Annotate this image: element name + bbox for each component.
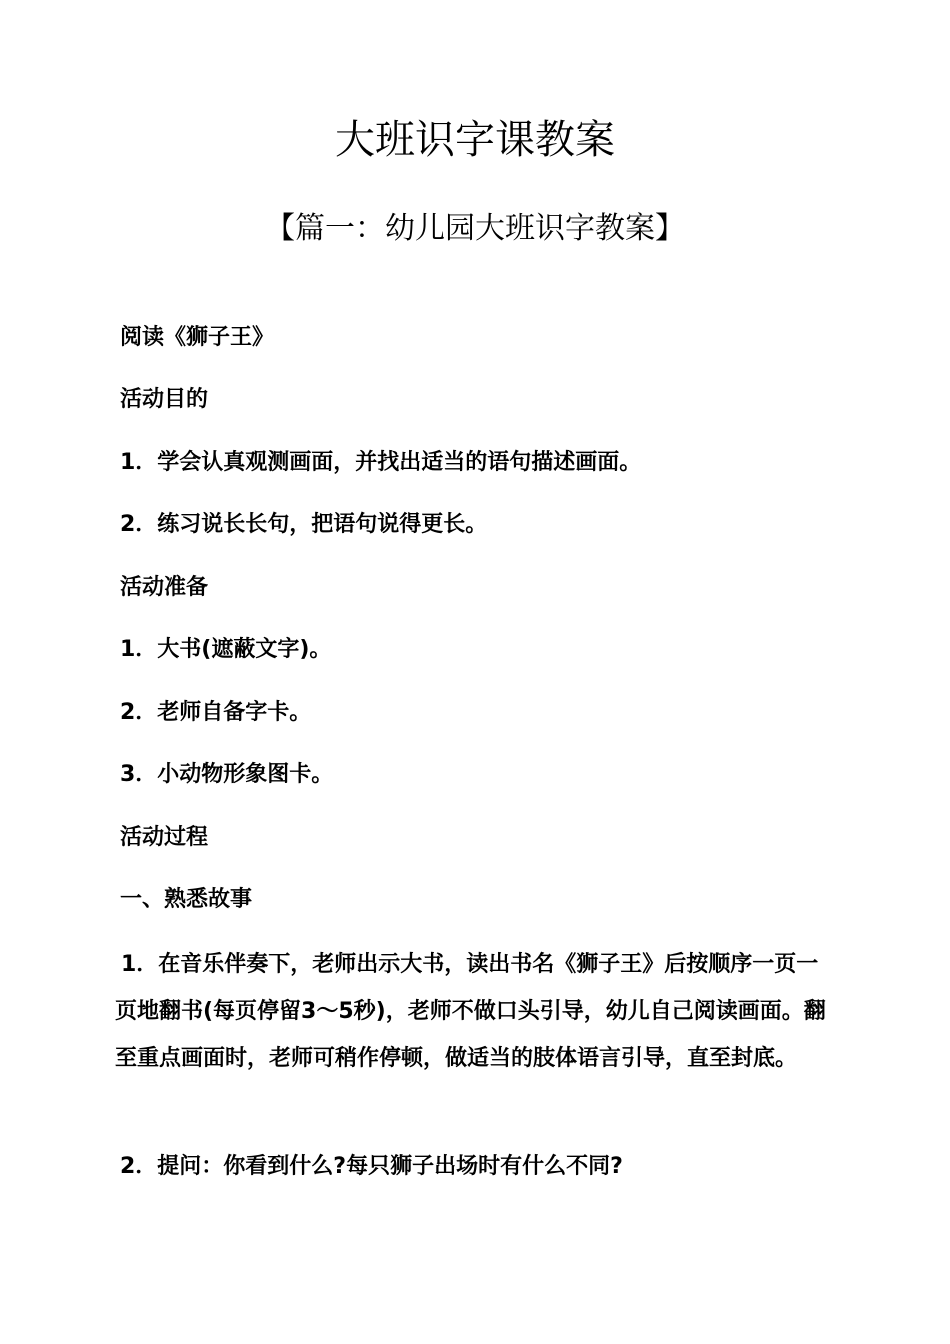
prep-item-3: 3．小动物形象图卡。 [120,762,334,787]
heading-activity-preparation: 活动准备 [120,575,209,600]
process-step-1-heading: 一、熟悉故事 [120,887,253,912]
process-step-1-paragraph: 1．在音乐伴奏下，老师出示大书，读出书名《狮子王》后按顺序一页一页地翻书(每页停留3～5秒)，老师不做口头引导，幼儿自己阅读画面。翻至重点画面时，老师可稍作停顿，做适当的肢体语言引导，直至封底。 [115,952,826,1071]
process-question-line: 2．提问：你看到什么?每只狮子出场时有什么不同? [120,1154,623,1179]
document-title: 大班识字课教案 [335,117,615,163]
section-reading-title: 阅读《狮子王》 [120,325,275,350]
goal-item-1: 1．学会认真观测画面，并找出适当的语句描述画面。 [120,450,642,475]
document-subtitle: 【篇一：幼儿园大班识字教案】 [265,211,685,246]
heading-activity-process: 活动过程 [120,825,209,850]
heading-activity-goal: 活动目的 [120,387,209,412]
prep-item-1: 1．大书(遮蔽文字)。 [120,637,332,662]
goal-item-2: 2．练习说长长句，把语句说得更长。 [120,512,488,537]
prep-item-2: 2．老师自备字卡。 [120,700,312,725]
